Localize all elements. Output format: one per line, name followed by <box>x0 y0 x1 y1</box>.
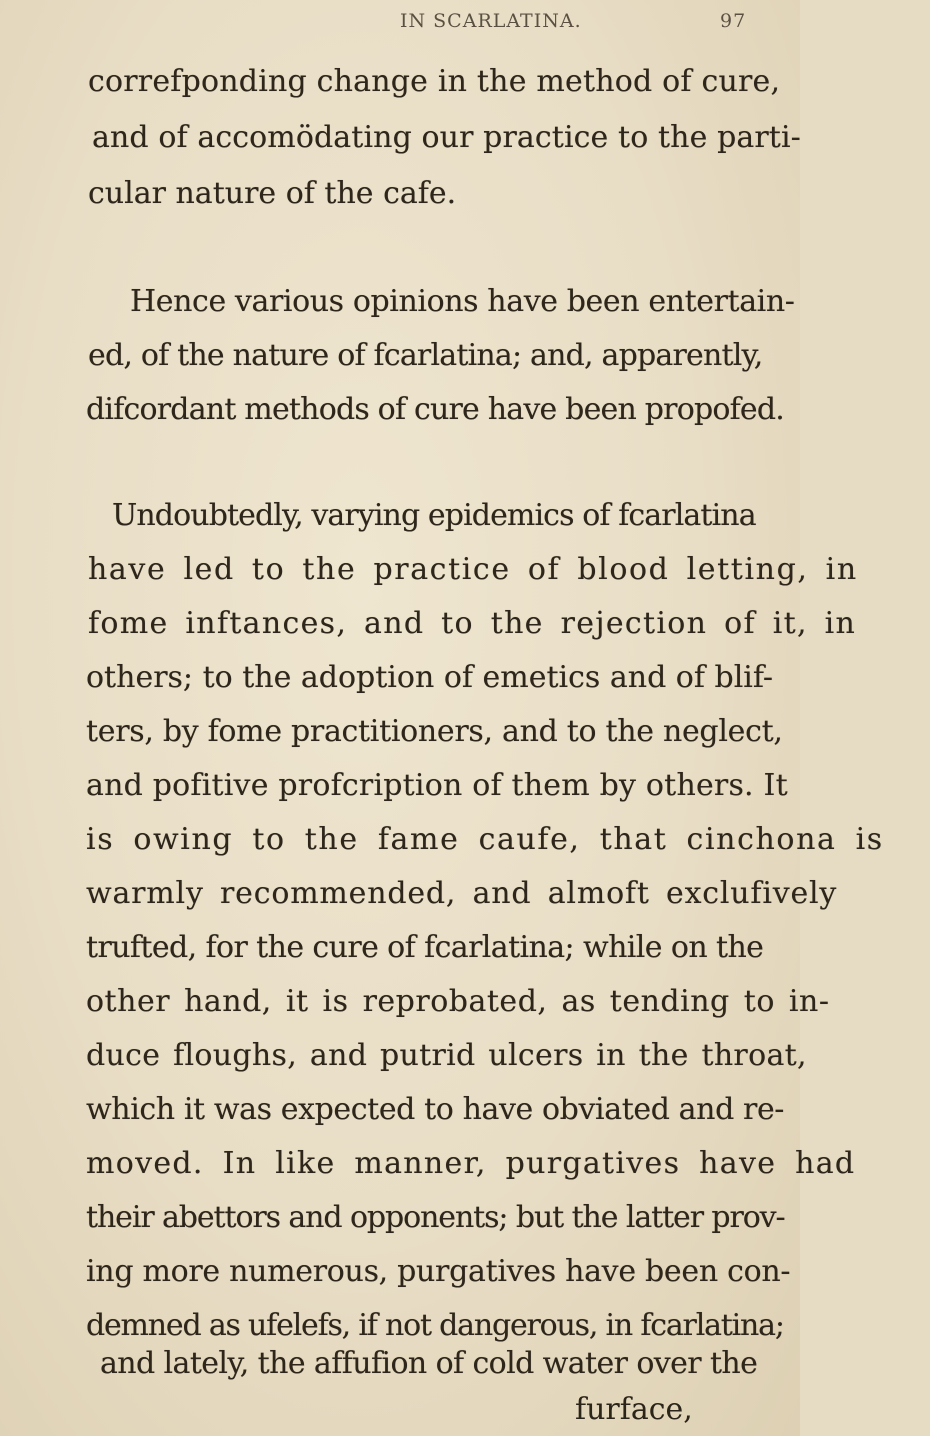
text-line: and lately, the affufion of cold water over the <box>100 1346 758 1381</box>
text-line: duce floughs, and putrid ulcers in the throat, <box>86 1038 807 1073</box>
text-line: is owing to the fame caufe, that cinchona is <box>86 822 884 857</box>
text-line: Undoubtedly, varying epidemics of fcarlatina <box>112 498 756 533</box>
text-line: and pofitive profcription of them by others. It <box>86 768 788 803</box>
text-line: difcordant methods of cure have been propofed. <box>86 392 785 427</box>
text-line: demned as ufelefs, if not dangerous, in fcarlatina; <box>86 1308 784 1343</box>
text-line: warmly recommended, and almoft exclufively <box>86 876 838 911</box>
text-line: ing more numerous, purgatives have been con- <box>86 1254 791 1289</box>
text-line: moved. In like manner, purgatives have had <box>86 1146 856 1181</box>
text-line: fome inftances, and to the rejection of it, in <box>88 606 857 641</box>
catchword <box>0 1390 800 1430</box>
text-line: Hence various opinions have been entertain- <box>130 284 795 319</box>
text-line: their abettors and opponents; but the latter prov- <box>86 1200 785 1235</box>
text-line: have led to the practice of blood letting, in <box>88 552 858 587</box>
catchword-text: furface, <box>575 1392 693 1427</box>
running-head-title: IN SCARLATINA. <box>400 10 582 32</box>
text-line: and of accomödating our practice to the parti- <box>92 120 801 155</box>
text-line: trufted, for the cure of fcarlatina; while on the <box>86 930 764 965</box>
text-line: ters, by fome practitioners, and to the neglect, <box>86 714 783 749</box>
text-line: correfponding change in the method of cure, <box>88 64 781 99</box>
text-line: which it was expected to have obviated and re- <box>86 1092 785 1127</box>
text-line: others; to the adoption of emetics and of blif- <box>86 660 774 695</box>
text-line: ed, of the nature of fcarlatina; and, apparently, <box>88 338 763 373</box>
text-line: cular nature of the cafe. <box>88 176 457 211</box>
text-line: other hand, it is reprobated, as tending to in- <box>86 984 830 1019</box>
page-number: 97 <box>720 10 747 32</box>
